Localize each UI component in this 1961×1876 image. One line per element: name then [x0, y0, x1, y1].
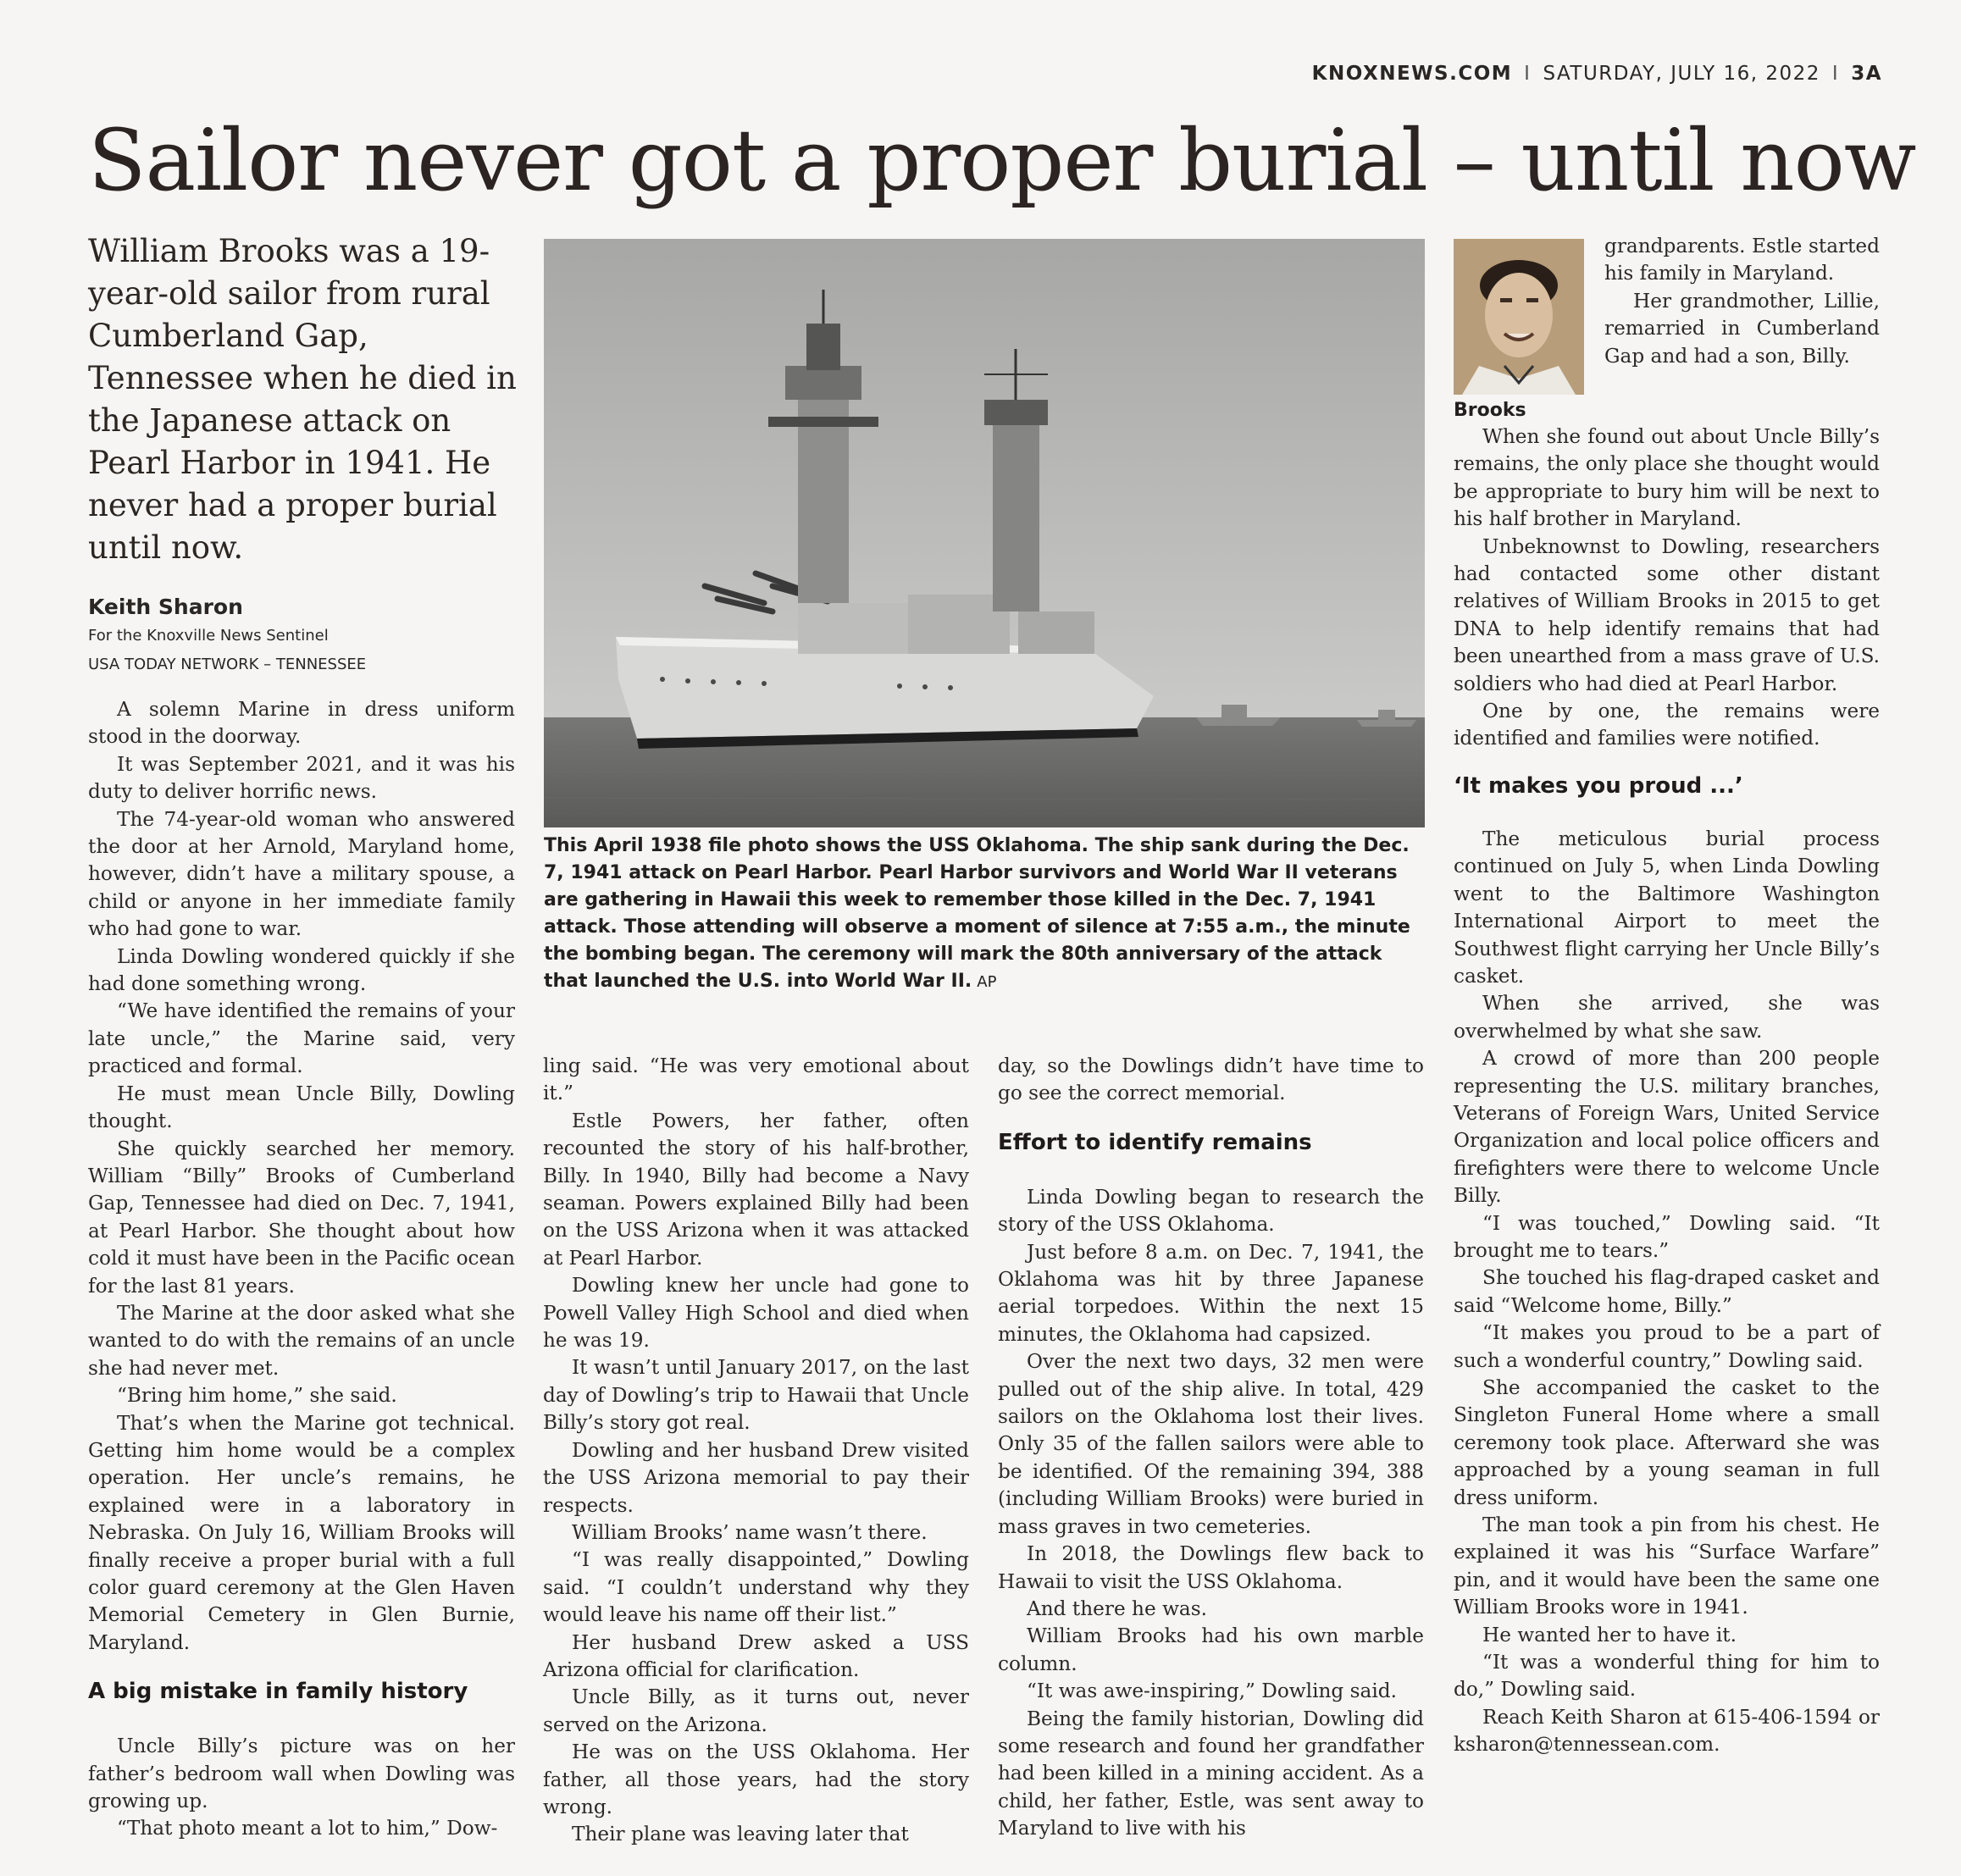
folio-site: KNOXNEWS.COM: [1311, 63, 1513, 85]
byline: [88, 593, 529, 679]
paragraph: The man took a pin from his chest. He explained it was his “Surface Warfare” pin, and it would have been the same one William Brooks wore in 1941.: [1454, 1514, 1880, 1619]
paragraph: The meticulous burial process continued on July 5, when Linda Dowling went to the Baltimore Washington International Airport to meet the Southwest flight carrying her Uncle Billy’s casket.: [1454, 827, 1880, 988]
subhead: Effort to identify remains: [998, 1129, 1312, 1155]
paragraph: Her husband Drew asked a USS Arizona official for clarification.: [543, 1630, 969, 1681]
paragraph: When she found out about Uncle Billy’s remains, the only place she thought would be appropriate to bury him will be next to his half brother in Maryland.: [1454, 425, 1880, 531]
dek-summary: William Brooks was a 19-year-old sailor from rural Cumberland Gap, Tennessee when he died in the Japanese attack on Pearl Harbor in 1941. He never had a proper burial until now.: [88, 233, 517, 566]
paragraph: He was on the USS Oklahoma. Her father, all those years, had the story wrong.: [543, 1740, 969, 1818]
ship-photo: [544, 239, 1425, 827]
paragraph: Over the next two days, 32 men were pulled out of the ship alive. In total, 429 sailors on the Oklahoma lost their lives. Only 35 of the fallen sailors were able to be identified. Of the remaining 394, 388 (including William Brooks) were buried in mass graves in two cemeteries.: [998, 1350, 1424, 1538]
byline-affiliation: For the Knoxville News Sentinel: [88, 627, 329, 645]
paragraph: Uncle Billy’s picture was on her father’s bedroom wall when Dowling was growing up.: [88, 1735, 515, 1813]
paragraph: “It was awe-inspiring,” Dowling said.: [1027, 1680, 1397, 1703]
paragraph: Just before 8 a.m. on Dec. 7, 1941, the Oklahoma was hit by three Japanese aerial torpedoes. Within the next 15 minutes, the Oklahoma had capsized.: [998, 1240, 1424, 1346]
paragraph: “Bring him home,” she said.: [117, 1384, 397, 1408]
folio-separator: I: [1524, 63, 1532, 85]
article-column-4-wrap: [1604, 233, 1880, 370]
paragraph: When she arrived, she was overwhelmed by what she saw.: [1454, 992, 1880, 1043]
paragraph: She quickly searched her memory. William “Billy” Brooks of Cumberland Gap, Tennessee had died on Dec. 7, 1941, at Pearl Harbor. She thought about how cold it must have been in the Pacific ocean for the last 81 years.: [88, 1137, 515, 1298]
page-folio: [1312, 63, 1882, 85]
byline-network: USA TODAY NETWORK – TENNESSEE: [88, 656, 367, 673]
caption-text: This April 1938 file photo shows the USS Oklahoma. The ship sank during the Dec. 7, 1941 attack on Pearl Harbor. Pearl Harbor survivors and World War II veterans are gathering in Hawaii this week to remember those killed in the Dec. 7, 1941 attack. Those attending will observe a moment of silence at 7:55 a.m., the minute the bombing began. The ceremony will mark the 80th anniversary of the attack that launched the U.S. into World War II.: [544, 835, 1410, 992]
paragraph: In 2018, the Dowlings flew back to Hawaii to visit the USS Oklahoma.: [998, 1542, 1424, 1593]
signoff: Reach Keith Sharon at 615-406-1594 or ksharon@tennessean.com.: [1454, 1705, 1880, 1757]
folio-separator: I: [1831, 63, 1840, 85]
article-column-2: [543, 1053, 969, 1849]
paragraph: “That photo meant a lot to him,” Dow-: [117, 1817, 498, 1840]
paragraph: Linda Dowling wondered quickly if she had done something wrong.: [88, 944, 515, 996]
subhead: ‘It makes you proud ...’: [1454, 772, 1743, 799]
paragraph: He must mean Uncle Billy, Dowling thought.: [88, 1082, 515, 1133]
paragraph: And there he was.: [1027, 1597, 1208, 1620]
paragraph: “I was really disappointed,” Dowling said. “I couldn’t understand why they would leave his name off their list.”: [543, 1548, 969, 1627]
portrait-photo: [1454, 239, 1584, 395]
paragraph: She accompanied the casket to the Singleton Funeral Home where a small ceremony took place. Afterward she was approached by a young seaman in full dress uniform.: [1454, 1376, 1880, 1509]
paragraph: A solemn Marine in dress uniform stood in the doorway.: [88, 698, 515, 749]
paragraph: Linda Dowling began to research the story of the USS Oklahoma.: [998, 1185, 1424, 1237]
paragraph: ling said. “He was very emotional about it.”: [543, 1054, 969, 1105]
paragraph: day, so the Dowlings didn’t have time to go see the correct memorial.: [998, 1054, 1424, 1105]
paragraph: Unbeknownst to Dowling, researchers had contacted some other distant relatives of William Brooks in 2015 to get DNA to help identify remains that had been unearthed from a mass grave of U.S. soldiers who had died at Pearl Harbor.: [1454, 534, 1880, 695]
paragraph: “It makes you proud to be a part of such a wonderful country,” Dowling said.: [1454, 1321, 1880, 1372]
paragraph: Her grandmother, Lillie, remarried in Cumberland Gap and had a son, Billy.: [1604, 289, 1880, 368]
paragraph: Being the family historian, Dowling did some research and found her grandfather had been killed in a mining accident. As a child, her father, Estle, was sent away to Maryland to live with his: [998, 1707, 1424, 1840]
paragraph: Estle Powers, her father, often recounted the story of his half-brother, Billy. In 1940, Billy had become a Navy seaman. Powers explained Billy had been on the USS Arizona when it was attacked at Pearl Harbor.: [543, 1109, 969, 1270]
headline: Sailor never got a proper burial – until now: [88, 111, 1916, 210]
paragraph: Dowling knew her uncle had gone to Powell Valley High School and died when he was 19.: [543, 1274, 969, 1353]
byline-author: Keith Sharon: [88, 595, 243, 619]
paragraph: Their plane was leaving later that: [572, 1823, 909, 1846]
folio-page-number: 3A: [1851, 63, 1882, 85]
article-column-3: [998, 1053, 1424, 1843]
paragraph: That’s when the Marine got technical. Getting him home would be a complex operation. Her uncle’s remains, he explained were in a laboratory in Nebraska. On July 16, William Brooks will finally receive a proper burial with a full color guard ceremony at the Glen Haven Memorial Cemetery in Glen Burnie, Maryland.: [88, 1411, 515, 1654]
paragraph: “We have identified the remains of your late uncle,” the Marine said, very practiced and formal.: [88, 999, 515, 1078]
folio-date: SATURDAY, JULY 16, 2022: [1543, 63, 1820, 85]
paragraph: The 74-year-old woman who answered the door at her Arnold, Maryland home, however, didn’t have a military spouse, a child or anyone in her immediate family who had gone to war.: [88, 807, 515, 941]
paragraph: A crowd of more than 200 people representing the U.S. military branches, Veterans of Foreign Wars, United Service Organization and local police officers and firefighters were there to welcome Uncle Billy.: [1454, 1047, 1880, 1208]
paragraph: The Marine at the door asked what she wanted to do with the remains of an uncle she had never met.: [88, 1301, 515, 1380]
paragraph: He wanted her to have it.: [1482, 1623, 1737, 1646]
article-column-4: [1454, 423, 1880, 1759]
portrait-caption: Brooks: [1454, 400, 1526, 421]
photo-credit: AP: [977, 973, 997, 991]
paragraph: It wasn’t until January 2017, on the last day of Dowling’s trip to Hawaii that Uncle Billy’s story got real.: [543, 1356, 969, 1435]
paragraph: One by one, the remains were identified and families were notified.: [1454, 700, 1880, 750]
paragraph: William Brooks’ name wasn’t there.: [572, 1520, 928, 1544]
photo-caption: [544, 833, 1426, 996]
paragraph: It was September 2021, and it was his duty to deliver horrific news.: [88, 752, 515, 804]
paragraph: Uncle Billy, as it turns out, never served on the Arizona.: [543, 1685, 969, 1736]
paragraph: “It was a wonderful thing for him to do,” Dowling said.: [1454, 1651, 1880, 1702]
subhead: A big mistake in family history: [88, 1679, 468, 1705]
paragraph: grandparents. Estle started his family in Maryland.: [1604, 235, 1880, 285]
paragraph: Dowling and her husband Drew visited the USS Arizona memorial to pay their respects.: [543, 1438, 969, 1517]
paragraph: William Brooks had his own marble column.: [998, 1624, 1424, 1675]
paragraph: She touched his flag-draped casket and said “Welcome home, Billy.”: [1454, 1266, 1880, 1317]
article-column-1: [88, 696, 515, 1843]
paragraph: “I was touched,” Dowling said. “It brought me to tears.”: [1454, 1211, 1880, 1262]
